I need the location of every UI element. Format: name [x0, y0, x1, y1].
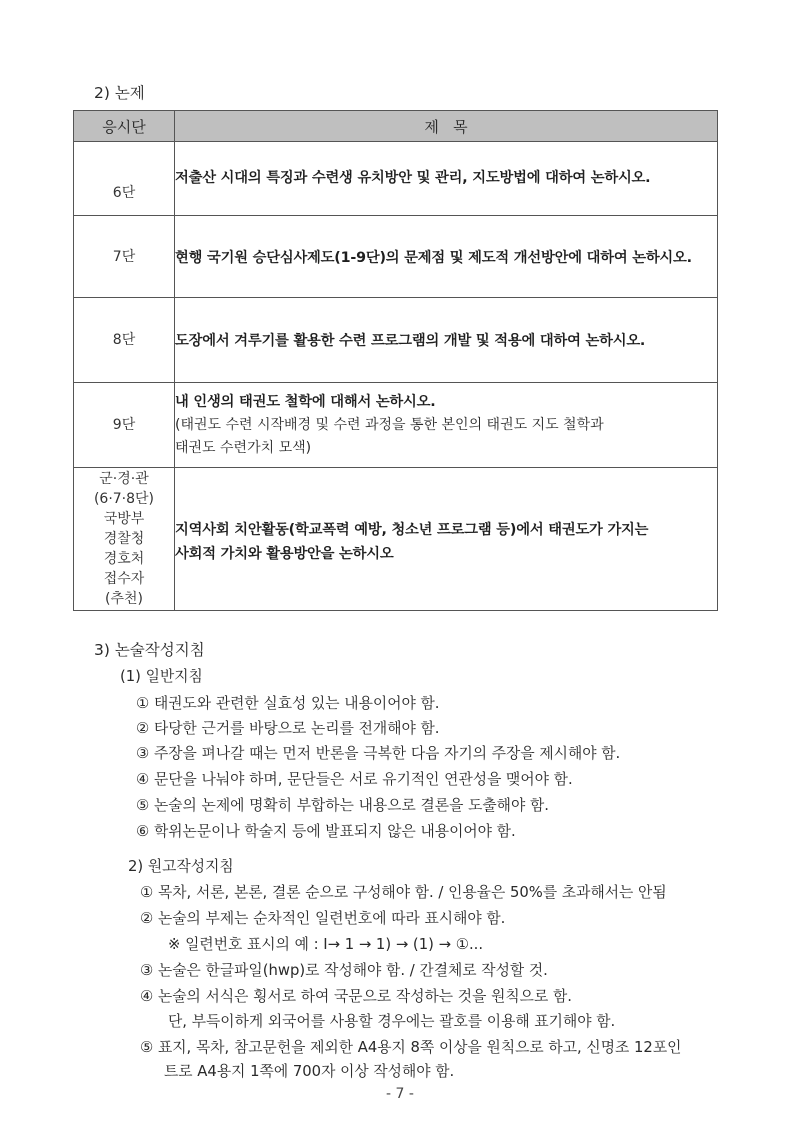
table-header-row: [74, 111, 718, 142]
header-grade: 응시단: [74, 111, 175, 142]
table-row: [74, 142, 718, 216]
row-grade: 9단: [74, 383, 175, 468]
general-guidelines-title: (1) 일반지침: [120, 668, 203, 685]
grade-line: (추천): [105, 591, 143, 607]
general-item: ④ 문단을 나눠야 하며, 문단들은 서로 유기적인 연관성을 맺어야 함.: [136, 771, 573, 788]
row-title: 현행 국기원 승단심사제도(1-9단)의 문제점 및 제도적 개선방안에 대하여 논하시오.: [175, 249, 692, 266]
page-number: - 7 -: [386, 1086, 414, 1102]
manuscript-guidelines-title: 2) 원고작성지침: [128, 858, 234, 875]
manuscript-item-continuation: 단, 부득이하게 외국어를 사용할 경우에는 괄호를 이용해 표기해야 함.: [168, 1013, 616, 1030]
table-row: [74, 298, 718, 383]
table-row: [74, 383, 718, 468]
grade-line: (6·7·8단): [93, 491, 155, 507]
table-row: [74, 216, 718, 298]
topics-section-title: 2) 논제: [94, 84, 145, 102]
row-title: 내 인생의 태권도 철학에 대해서 논하시오.: [175, 394, 436, 410]
grade-line: 경찰청: [103, 531, 145, 547]
row-subtitle-line: (태권도 수련 시작배경 및 수련 과정을 통한 본인의 태권도 지도 철학과: [175, 417, 604, 433]
manuscript-note: ※ 일련번호 표시의 예 : Ⅰ→ 1 → 1) → (1) → ①...: [168, 936, 484, 953]
manuscript-item: ② 논술의 부제는 순차적인 일련번호에 따라 표시해야 함.: [140, 910, 506, 927]
row-title-line: 지역사회 치안활동(학교폭력 예방, 청소년 프로그램 등)에서 태권도가 가지는: [175, 522, 649, 538]
topics-table: [73, 110, 718, 611]
manuscript-item: ① 목차, 서론, 본론, 결론 순으로 구성해야 함. / 인용율은 50%를 초과해서는 안됨: [140, 884, 667, 901]
row-grade: 6단: [74, 142, 175, 216]
row-grade: 7단: [74, 216, 175, 298]
table-row: [74, 468, 718, 611]
general-item: ⑥ 학위논문이나 학술지 등에 발표되지 않은 내용이어야 함.: [136, 823, 516, 840]
grade-line: 군·경·관: [99, 471, 149, 487]
row-grade: 8단: [74, 298, 175, 383]
grade-line: 접수자: [103, 571, 145, 587]
general-item: ② 타당한 근거를 바탕으로 논리를 전개해야 함.: [136, 720, 440, 737]
row-title-line: 사회적 가치와 활용방안을 논하시오: [175, 546, 394, 562]
manuscript-item-continuation: 트로 A4용지 1쪽에 700자 이상 작성해야 함.: [164, 1063, 455, 1080]
general-item: ① 태권도와 관련한 실효성 있는 내용이어야 함.: [136, 695, 440, 712]
row-grade-list: [74, 468, 175, 611]
manuscript-item: ④ 논술의 서식은 횡서로 하여 국문으로 작성하는 것을 원칙으로 함.: [140, 988, 572, 1005]
row-subtitle-line: 태권도 수련가치 모색): [175, 440, 312, 456]
guidelines-title: 3) 논술작성지침: [94, 641, 205, 659]
row-title: 도장에서 겨루기를 활용한 수련 프로그램의 개발 및 적용에 대하여 논하시오.: [175, 333, 646, 349]
general-item: ⑤ 논술의 논제에 명확히 부합하는 내용으로 결론을 도출해야 함.: [136, 797, 549, 814]
general-item: ③ 주장을 펴나갈 때는 먼저 반론을 극복한 다음 자기의 주장을 제시해야 함.: [136, 745, 621, 762]
grade-line: 국방부: [103, 511, 145, 527]
header-title: 제 목: [175, 111, 718, 142]
row-title: 저출산 시대의 특징과 수련생 유치방안 및 관리, 지도방법에 대하여 논하시오.: [175, 170, 651, 186]
grade-line: 경호처: [103, 551, 145, 567]
manuscript-item: ③ 논술은 한글파일(hwp)로 작성해야 함. / 간결체로 작성할 것.: [140, 962, 548, 979]
manuscript-item: ⑤ 표지, 목차, 참고문헌을 제외한 A4용지 8쪽 이상을 원칙으로 하고, 신명조 12포인: [140, 1039, 682, 1056]
